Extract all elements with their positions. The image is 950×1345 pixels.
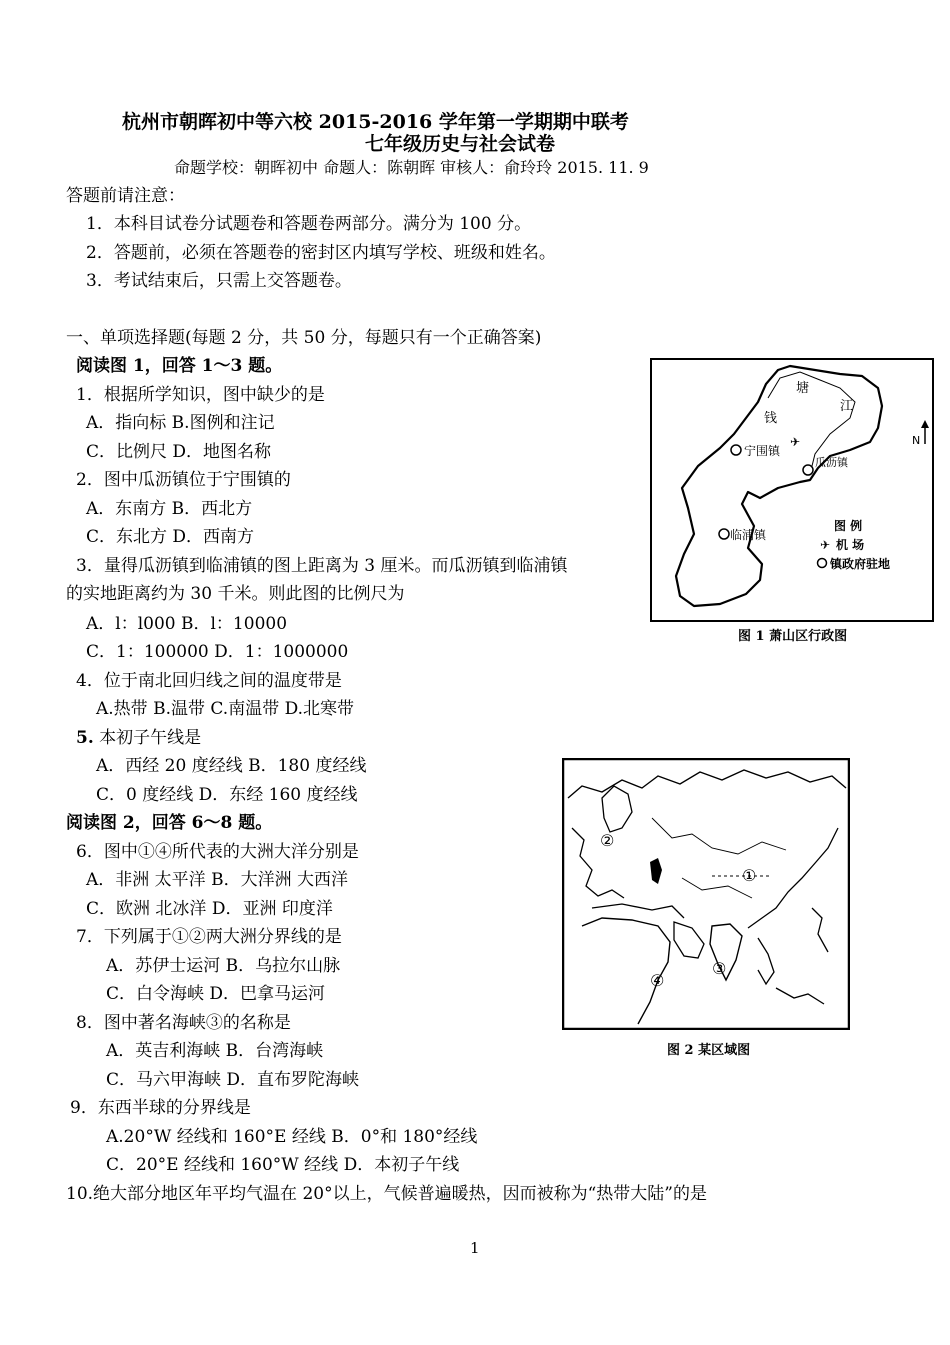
question-8-options-cd: C．马六甲海峡 D．直布罗陀海峡 (106, 1070, 360, 1090)
question-1: 1．根据所学知识，图中缺少的是 (76, 385, 325, 405)
question-9-options-cd: C．20°E 经线和 160°W 经线 D．本初子午线 (106, 1155, 460, 1175)
read-instruction-2: 阅读图 2，回答 6～8 题。 (66, 813, 273, 833)
question-5-text: 本初子午线是 (93, 728, 202, 748)
question-6-options-cd: C．欧洲 北冰洋 D．亚洲 印度洋 (86, 899, 333, 919)
question-10: 10.绝大部分地区年平均气温在 20°以上，气候普遍暖热，因而被称为“热带大陆”的是 (66, 1184, 707, 1204)
question-7-options-cd: C．白令海峡 D．巴拿马运河 (106, 984, 326, 1004)
question-9-options-ab: A.20°W 经线和 160°E 经线 B．0°和 180°经线 (106, 1127, 478, 1147)
notice-item: 2．答题前，必须在答题卷的密封区内填写学校、班级和姓名。 (86, 243, 556, 263)
question-6: 6．图中①④所代表的大洲大洋分别是 (76, 842, 359, 862)
legend-airport-label: 机 场 (836, 538, 865, 552)
label-2: ② (600, 831, 615, 850)
label-4: ④ (650, 971, 665, 990)
town-marker-linpu (719, 529, 729, 539)
river-label-qian: 钱 (764, 411, 778, 426)
river-label-jiang: 江 (840, 399, 854, 414)
question-3: 3．量得瓜沥镇到临浦镇的图上距离为 3 厘米。而瓜沥镇到临浦镇 (76, 556, 568, 576)
question-9: 9．东西半球的分界线是 (70, 1098, 251, 1118)
question-5-options-cd: C．0 度经线 D．东经 160 度经线 (96, 785, 358, 805)
legend-airplane-icon: ✈ (820, 538, 831, 552)
question-1-options-cd: C．比例尺 D．地图名称 (86, 442, 272, 462)
exam-title: 杭州市朝晖初中等六校 2015-2016 学年第一学期期中联考 (122, 111, 629, 133)
label-1: ① (742, 866, 757, 885)
page-number: 1 (470, 1239, 480, 1257)
town-marker-guali (803, 465, 813, 475)
read-instruction-1: 阅读图 1，回答 1～3 题。 (76, 356, 283, 376)
airplane-icon: ✈ (790, 435, 801, 449)
question-7-options-ab: A．苏伊士运河 B．乌拉尔山脉 (106, 956, 341, 976)
question-8: 8．图中著名海峡③的名称是 (76, 1013, 291, 1033)
question-2-options-cd: C．东北方 D．西南方 (86, 527, 255, 547)
river-label-tang: 塘 (796, 381, 810, 396)
question-2: 2．图中瓜沥镇位于宁围镇的 (76, 470, 291, 490)
question-3-options-cd: C．1：100000 D．1：1000000 (86, 642, 349, 662)
question-8-options-ab: A．英吉利海峡 B．台湾海峡 (106, 1041, 324, 1061)
legend-town-label: 镇政府驻地 (830, 557, 891, 571)
legend-title: 图 例 (834, 519, 863, 533)
town-label-linpu: 临浦镇 (730, 528, 767, 542)
notice-heading: 答题前请注意： (66, 186, 185, 206)
label-3: ③ (712, 959, 727, 978)
map2-caption: 图 2 某区域图 (667, 1043, 751, 1058)
map-xiaoshan (650, 358, 934, 622)
question-6-options-ab: A．非洲 太平洋 B．大洋洲 大西洋 (86, 870, 348, 890)
question-1-options-ab: A．指向标 B.图例和注记 (86, 413, 275, 433)
notice-item: 3．考试结束后，只需上交答题卷。 (86, 271, 352, 291)
town-marker-ningwei (731, 445, 741, 455)
question-7: 7．下列属于①②两大洲分界线的是 (76, 927, 342, 947)
town-label-guali: 瓜沥镇 (815, 456, 848, 469)
section-heading: 一、单项选择题(每题 2 分，共 50 分，每题只有一个正确答案) (66, 328, 542, 348)
question-4-options: A.热带 B.温带 C.南温带 D.北寒带 (96, 699, 355, 719)
map1-caption: 图 1 萧山区行政图 (738, 629, 848, 644)
question-4: 4．位于南北回归线之间的温度带是 (76, 671, 342, 691)
legend-town-icon (818, 559, 827, 568)
question-2-options-ab: A．东南方 B．西北方 (86, 499, 253, 519)
map-frame (651, 359, 933, 621)
exam-meta: 命题学校：朝晖初中 命题人：陈朝晖 审核人：俞玲玲 2015. 11. 9 (174, 158, 649, 177)
question-5 (76, 727, 201, 749)
question-5-number: 5. (76, 728, 94, 748)
map-region (562, 758, 850, 1030)
question-3-options-ab: A．l：l000 B．l：10000 (86, 614, 288, 634)
map-frame (563, 759, 849, 1029)
question-5-options-ab: A．西经 20 度经线 B．180 度经线 (96, 756, 367, 776)
town-label-ningwei: 宁围镇 (744, 444, 781, 458)
north-label: N (912, 434, 921, 447)
question-3-continued: 的实地距离约为 30 千米。则此图的比例尺为 (66, 584, 405, 604)
notice-item: 1．本科目试卷分试题卷和答题卷两部分。满分为 100 分。 (86, 214, 532, 234)
exam-subtitle: 七年级历史与社会试卷 (365, 133, 556, 155)
